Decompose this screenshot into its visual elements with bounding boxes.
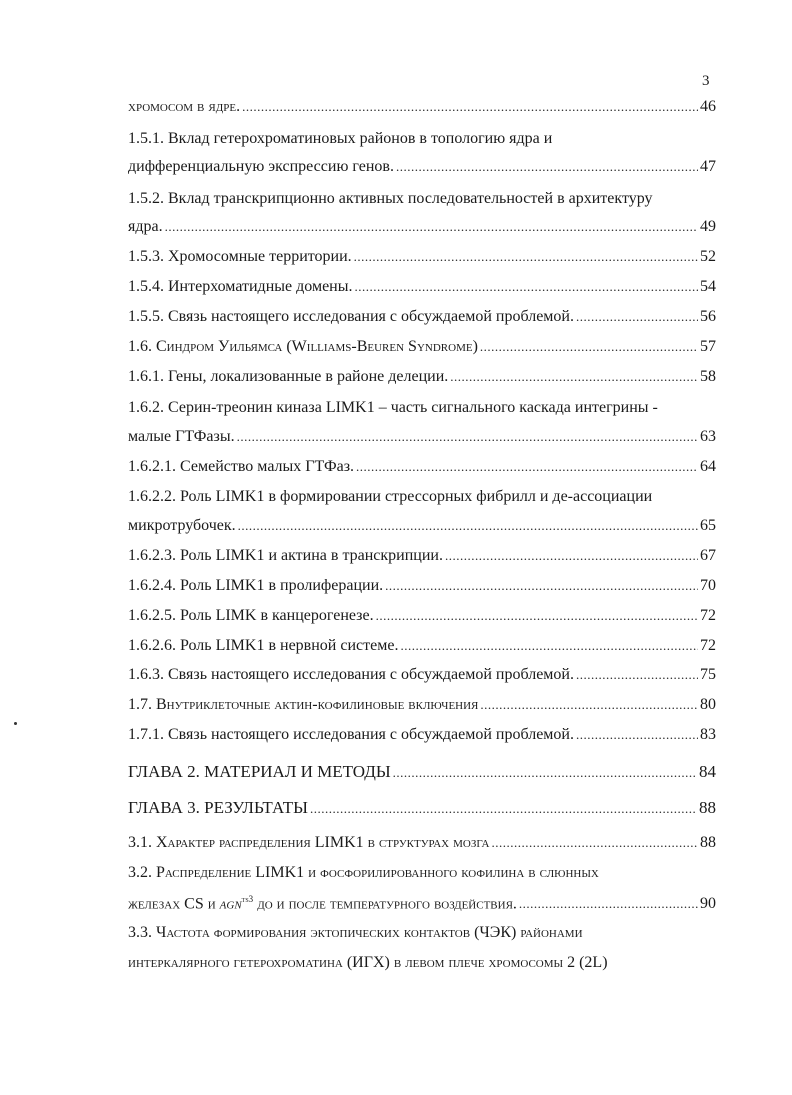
toc-leader-dots xyxy=(396,159,698,175)
toc-entry xyxy=(128,248,716,272)
toc-leader-dots xyxy=(491,835,698,851)
superscript: ts3 xyxy=(241,894,254,904)
toc-entry-page: 63 xyxy=(700,428,716,445)
toc-entry xyxy=(128,637,716,661)
toc-leader-dots xyxy=(480,697,698,713)
toc-entry-page: 88 xyxy=(699,798,716,817)
toc-entry-text: микротрубочек. xyxy=(128,517,236,534)
toc-entry-text: 1.6.2.5. Роль LIMK в канцерогенезе. xyxy=(128,607,374,624)
toc-entry-text: 1.6.3. Связь настоящего исследования с обсуждаемой проблемой. xyxy=(128,666,574,683)
toc-entry-text: дифференциальную экспрессию генов. xyxy=(128,158,394,175)
toc-entry xyxy=(128,458,716,482)
toc-leader-dots xyxy=(450,369,698,385)
toc-entry xyxy=(128,666,716,690)
toc-leader-dots xyxy=(393,765,697,781)
toc-leader-dots xyxy=(238,518,698,534)
toc-entry-page: 56 xyxy=(700,308,716,325)
toc-chapter xyxy=(128,798,716,822)
toc-leader-dots xyxy=(385,578,698,594)
toc-entry xyxy=(128,158,716,182)
toc-entry xyxy=(128,428,716,452)
toc-entry-text: 1.5.1. Вклад гетерохроматиновых районов в топологию ядра и xyxy=(128,130,553,147)
toc-entry xyxy=(128,954,716,978)
scan-speck xyxy=(14,722,17,725)
toc-entry-text: хромосом в ядре. xyxy=(128,98,241,115)
toc-entry xyxy=(128,577,716,601)
toc-entry xyxy=(128,864,716,888)
toc-leader-dots xyxy=(576,309,698,325)
toc-entry-page: 52 xyxy=(700,248,716,265)
toc-entry xyxy=(128,338,716,362)
toc-entry-text: 3.2. Распределение LIMK1 и фосфорилированного кофилина в слюнных xyxy=(128,864,599,881)
toc-entry-text: 3.3. Частота формирования эктопических контактов (ЧЭК) районами xyxy=(128,924,583,941)
toc-entry-text: железах CS и agn$^{ts3}$ до и после температурного воздействия. xyxy=(128,894,517,913)
toc-entry xyxy=(128,924,716,948)
toc-leader-dots xyxy=(354,279,698,295)
toc-entry-page: 72 xyxy=(700,637,716,654)
toc-entry-text: 1.6.2.3. Роль LIMK1 и актина в транскрипции. xyxy=(128,547,443,564)
toc-entry-text: 3.1. Характер распределения LIMK1 в структурах мозга xyxy=(128,834,490,851)
toc-entry-text: 1.5.3. Хромосомные территории. xyxy=(128,248,352,265)
toc-entry xyxy=(128,130,716,154)
toc-entry-text: ГЛАВА 2. МАТЕРИАЛ И МЕТОДЫ xyxy=(128,762,391,781)
toc-entry-page: 83 xyxy=(700,726,716,743)
toc-entry-page: 88 xyxy=(700,834,716,851)
toc-leader-dots xyxy=(445,548,698,564)
toc-entry-page: 84 xyxy=(699,762,716,781)
toc-entry-page: 67 xyxy=(700,547,716,564)
toc-leader-dots xyxy=(576,727,698,743)
toc-entry-text: 1.5.4. Интерхоматидные домены. xyxy=(128,278,353,295)
toc-entry xyxy=(128,190,716,214)
toc-entry-text: 1.5.5. Связь настоящего исследования с обсуждаемой проблемой. xyxy=(128,308,574,325)
toc-entry xyxy=(128,488,716,512)
toc-entry xyxy=(128,726,716,750)
toc-leader-dots xyxy=(242,99,698,115)
toc-entry-page: 90 xyxy=(700,895,716,913)
toc-entry xyxy=(128,399,716,423)
page-number: 3 xyxy=(702,73,710,89)
toc-entry-page: 47 xyxy=(700,158,716,175)
toc-entry-page: 57 xyxy=(700,338,716,355)
toc-entry-text: 1.6.2.2. Роль LIMK1 в формировании стрессорных фибрилл и де-ассоциации xyxy=(128,488,653,505)
toc-leader-dots xyxy=(480,339,698,355)
toc-entry-page: 64 xyxy=(700,458,716,475)
toc-chapter xyxy=(128,762,716,786)
toc-leader-dots xyxy=(576,667,698,683)
toc-entry-text: 1.6.2.4. Роль LIMK1 в пролиферации. xyxy=(128,577,384,594)
toc-entry-page: 70 xyxy=(700,577,716,594)
toc-entry-page: 46 xyxy=(700,98,716,115)
toc-entry-page: 49 xyxy=(700,218,716,235)
toc-entry-text: 1.7. Внутриклеточные актин-кофилиновые включения xyxy=(128,696,479,713)
toc-leader-dots xyxy=(310,801,697,817)
gene-name: agn xyxy=(219,895,242,913)
toc-entry-text: интеркалярного гетерохроматина (ИГХ) в левом плече хромосомы 2 (2L) xyxy=(128,954,608,971)
toc-entry xyxy=(128,607,716,631)
toc-entry-text: 1.6.2. Серин-треонин киназа LIMK1 – часть сигнального каскада интегрины - xyxy=(128,399,658,416)
toc-entry-text: 1.6.2.1. Семейство малых ГТФаз. xyxy=(128,458,355,475)
toc-leader-dots xyxy=(354,249,698,265)
toc-leader-dots xyxy=(237,429,698,445)
toc-entry-text: 1.7.1. Связь настоящего исследования с обсуждаемой проблемой. xyxy=(128,726,574,743)
toc-entry xyxy=(128,308,716,332)
toc-leader-dots xyxy=(400,638,698,654)
toc-entry-text: ГЛАВА 3. РЕЗУЛЬТАТЫ xyxy=(128,798,308,817)
toc-entry xyxy=(128,517,716,541)
toc-entry xyxy=(128,278,716,302)
toc-leader-dots xyxy=(519,896,698,912)
toc-entry-page: 58 xyxy=(700,368,716,385)
toc-leader-dots xyxy=(376,608,698,624)
toc-entry-page: 75 xyxy=(700,666,716,683)
toc-entry xyxy=(128,834,716,858)
toc-entry-text: 1.6.1. Гены, локализованные в районе делеции. xyxy=(128,368,449,385)
toc-entry xyxy=(128,218,716,242)
toc-entry-text: 1.6. Синдром Уильямса (Williams-Beuren Syndrome) xyxy=(128,338,478,355)
toc-entry-text: ядра. xyxy=(128,218,163,235)
toc-entry xyxy=(128,547,716,571)
toc-entry-text: малые ГТФазы. xyxy=(128,428,235,445)
toc-entry xyxy=(128,368,716,392)
toc-leader-dots xyxy=(356,459,698,475)
toc-entry-page: 80 xyxy=(700,696,716,713)
toc-entry-page: 72 xyxy=(700,607,716,624)
toc-entry xyxy=(128,894,716,918)
toc-entry-text: 1.5.2. Вклад транскрипционно активных последовательностей в архитектуру xyxy=(128,190,653,207)
toc-entry xyxy=(128,696,716,720)
toc-entry-text: 1.6.2.6. Роль LIMK1 в нервной системе. xyxy=(128,637,399,654)
toc-entry-page: 54 xyxy=(700,278,716,295)
toc-leader-dots xyxy=(165,219,698,235)
toc-entry-page: 65 xyxy=(700,517,716,534)
toc-entry xyxy=(128,98,716,122)
